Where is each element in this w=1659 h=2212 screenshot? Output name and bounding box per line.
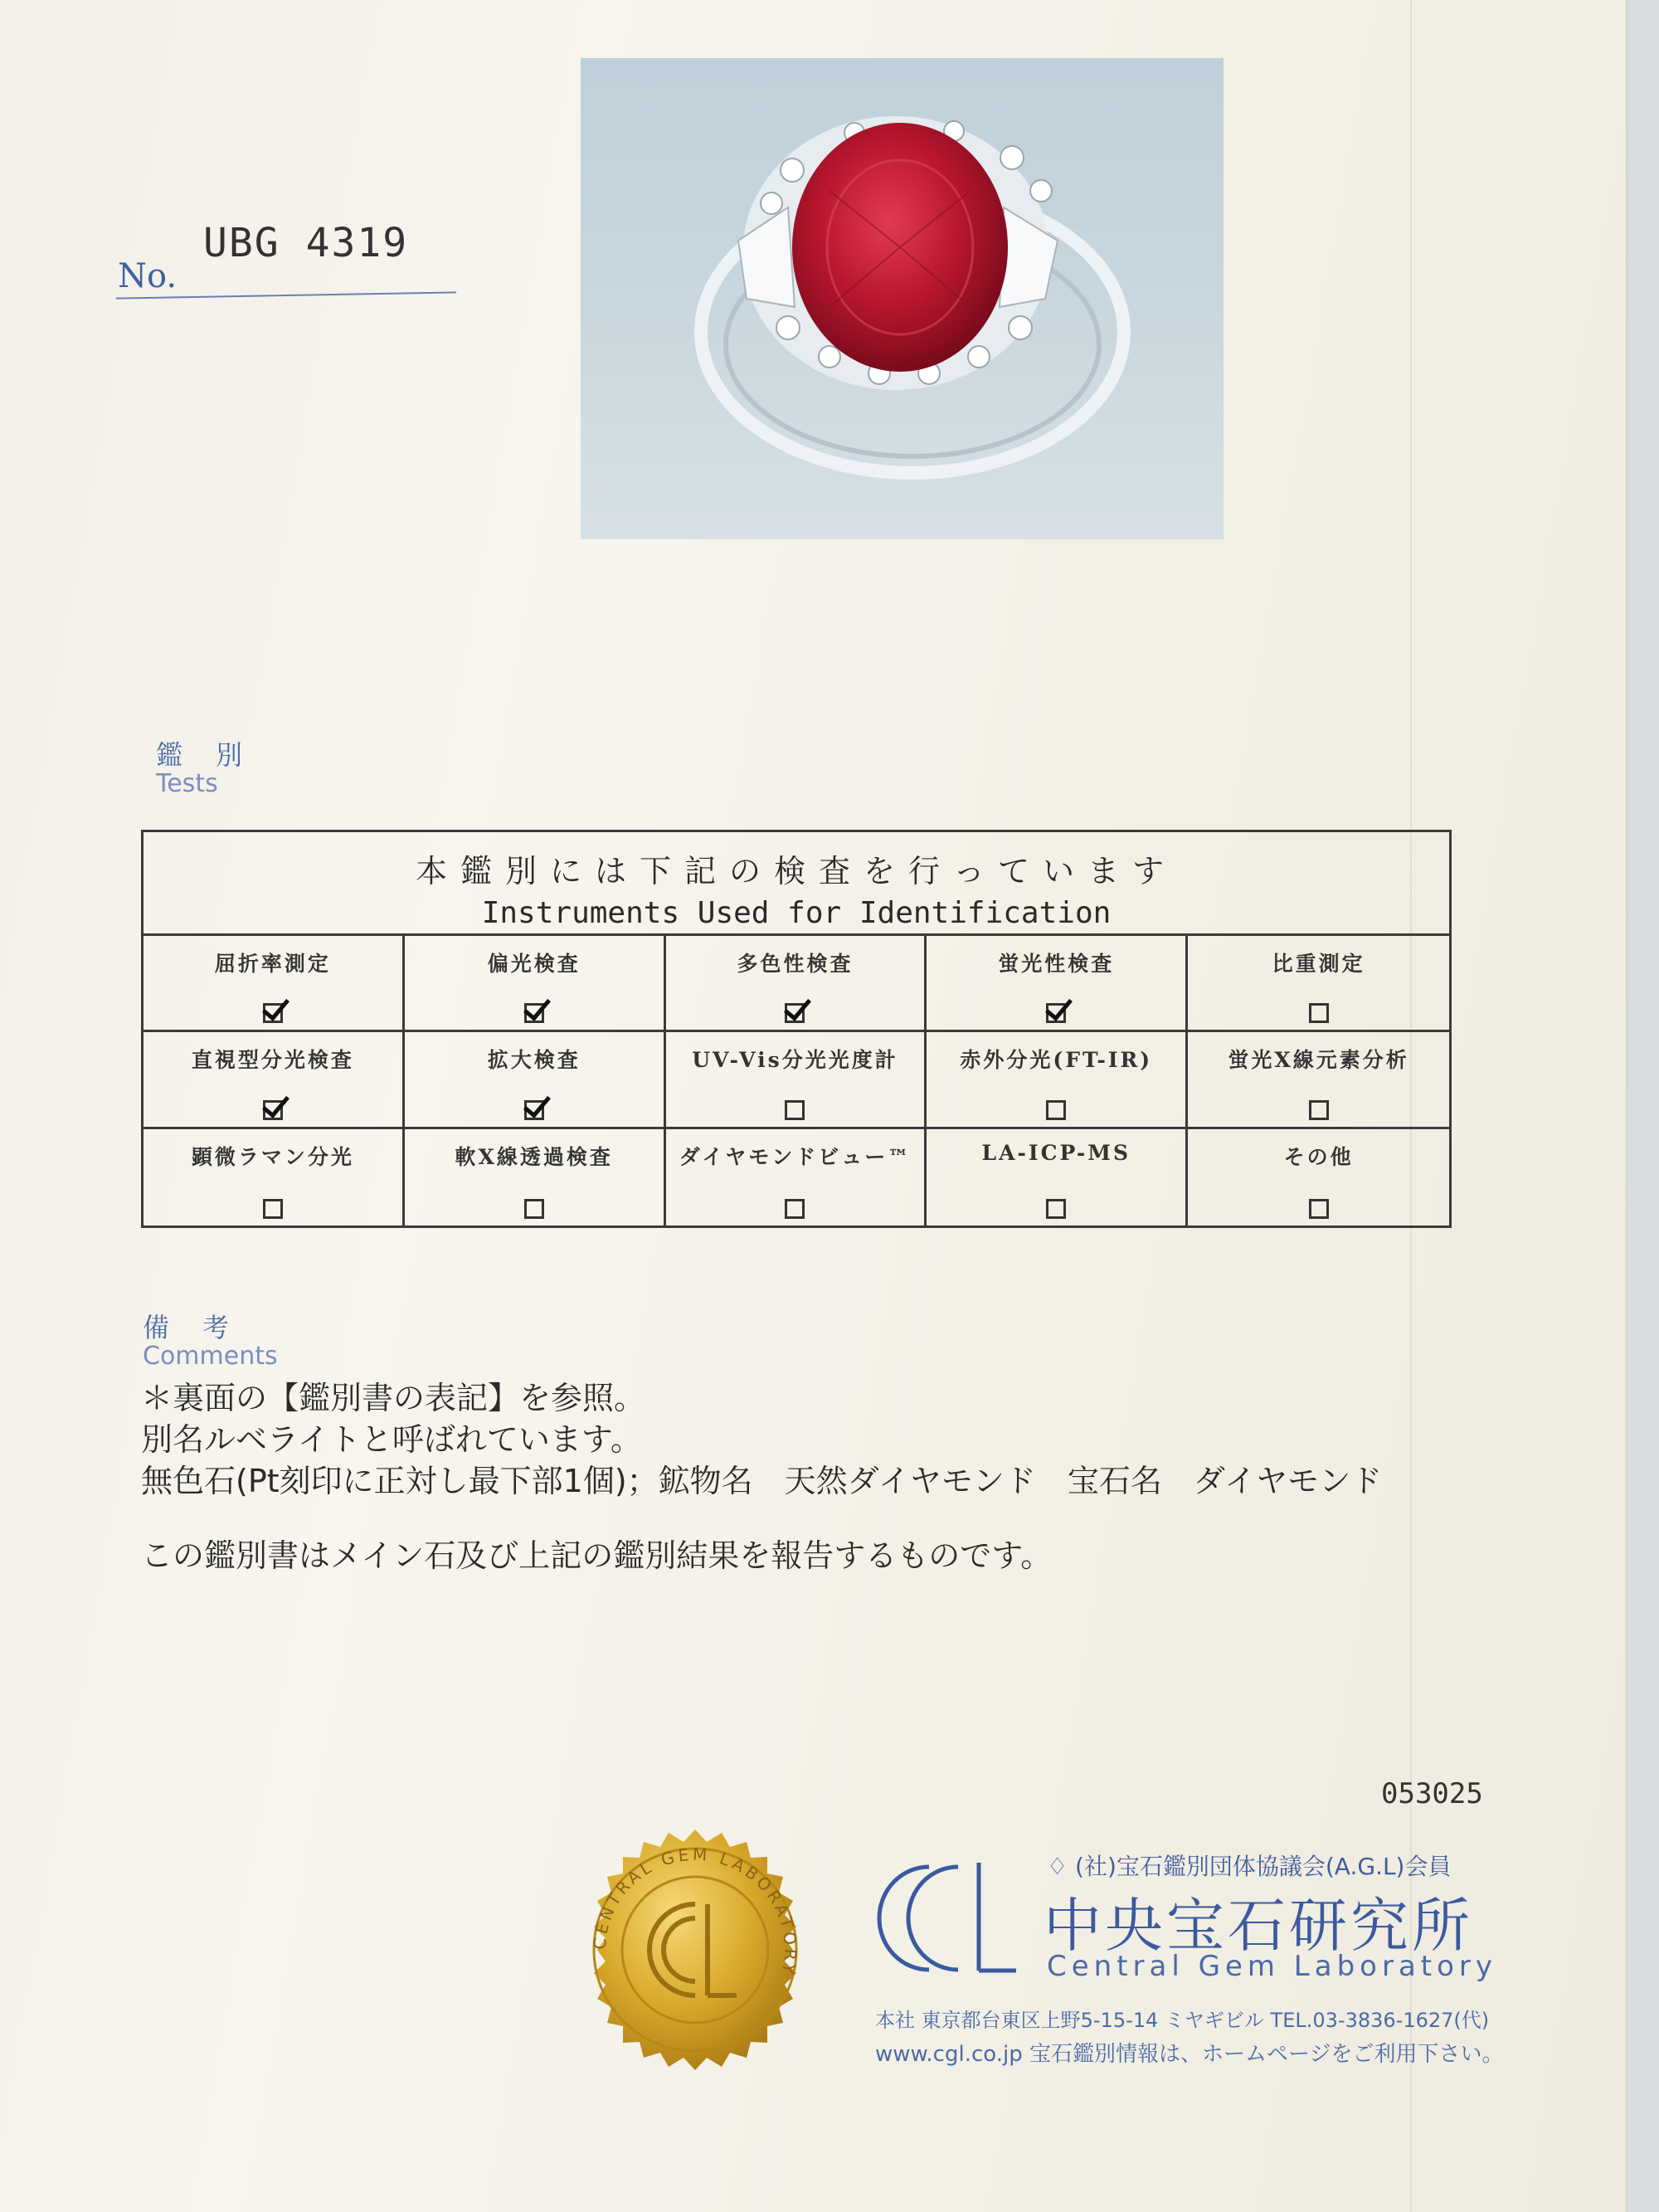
- instrument-cell: [405, 1129, 666, 1225]
- instrument-cell: [405, 936, 666, 1032]
- comments-body: [141, 1377, 1468, 1576]
- empty-checkbox: [524, 1199, 544, 1219]
- document-code: 053025: [1381, 1777, 1483, 1810]
- tests-label-jp: 鑑別: [156, 739, 276, 771]
- instrument-label: 比重測定: [1272, 952, 1365, 976]
- gemstone-ring-photo: [581, 58, 1224, 539]
- checked-checkbox: [524, 1003, 544, 1023]
- lab-name-jp: 中央宝石研究所: [1044, 1892, 1473, 1960]
- instrument-cell: [405, 1032, 666, 1128]
- comment-line: ＊裏面の【鑑別書の表記】を参照。: [141, 1380, 646, 1416]
- lab-address: 本社 東京都台東区上野5-15-14 ミヤギビル TEL.03-3836-1627(代): [875, 2009, 1490, 2032]
- comments-section-label: [143, 1307, 278, 1371]
- certificate-number-label: No.: [118, 257, 178, 295]
- instrument-cell: [927, 1129, 1188, 1225]
- empty-checkbox: [785, 1199, 805, 1219]
- background-edge: [1627, 0, 1659, 2212]
- instrument-label: 直視型分光検査: [191, 1048, 354, 1073]
- instrument-cell: [1188, 1032, 1449, 1128]
- certificate-number-value: UBG 4319: [203, 220, 409, 266]
- instruments-table-header: [144, 832, 1449, 936]
- instrument-cell: [1188, 936, 1449, 1032]
- empty-checkbox: [1309, 1003, 1329, 1023]
- instrument-label: LA-ICP-MS: [981, 1140, 1131, 1165]
- empty-checkbox: [1309, 1100, 1329, 1120]
- empty-checkbox: [1309, 1199, 1329, 1219]
- gold-seal: [571, 1825, 820, 2074]
- checked-checkbox: [524, 1100, 544, 1120]
- comment-line: 無色石(Pt刻印に正対し最下部1個)；鉱物名 天然ダイヤモンド 宝石名 ダイヤモンド: [141, 1463, 1383, 1499]
- empty-checkbox: [263, 1199, 283, 1219]
- empty-checkbox: [1046, 1100, 1066, 1120]
- instrument-label: 拡大検査: [487, 1048, 581, 1073]
- instrument-cell: [666, 936, 927, 1032]
- instruments-table: [141, 830, 1452, 1228]
- instruments-header-en: Instruments Used for Identification: [481, 896, 1112, 930]
- instrument-label: 赤外分光(FT-IR): [960, 1048, 1153, 1073]
- cgl-logo-mark: [871, 1850, 1024, 1983]
- association-text: (社)宝石鑑別団体協議会(A.G.L)会員: [1075, 1853, 1452, 1880]
- instrument-cell: [666, 1129, 927, 1225]
- instrument-label: ダイヤモンドビュー™: [679, 1144, 912, 1169]
- instrument-label: 蛍光X線元素分析: [1228, 1048, 1409, 1073]
- checked-checkbox: [785, 1003, 805, 1023]
- instrument-cell: [144, 936, 405, 1032]
- instrument-label: 蛍光性検査: [998, 952, 1115, 976]
- comments-label-jp: 備考: [143, 1312, 263, 1343]
- lab-website: www.cgl.co.jp 宝石鑑別情報は、ホームページをご利用下さい。: [875, 2042, 1504, 2067]
- checked-checkbox: [263, 1003, 283, 1023]
- instrument-cell: [1188, 1129, 1449, 1225]
- instrument-label: UV-Vis分光光度計: [692, 1048, 898, 1073]
- diamond-icon: ♢: [1047, 1853, 1068, 1880]
- lab-name-en: Central Gem Laboratory: [1047, 1950, 1498, 1983]
- comment-line: 別名ルベライトと呼ばれています。: [141, 1421, 642, 1458]
- svg-text:CENTRAL GEM LABORATORY: CENTRAL GEM LABORATORY: [589, 1844, 801, 1980]
- tests-label-en: Tests: [156, 769, 218, 798]
- empty-checkbox: [1046, 1199, 1066, 1219]
- instrument-label: 多色性検査: [737, 952, 854, 976]
- seal-graphic: [571, 1825, 820, 2074]
- ring-illustration: [581, 58, 1224, 539]
- instrument-label: 屈折率測定: [214, 952, 331, 976]
- instrument-label: 軟X線透過検査: [455, 1144, 613, 1169]
- checked-checkbox: [263, 1100, 283, 1120]
- instrument-cell: [927, 1032, 1188, 1128]
- empty-checkbox: [785, 1100, 805, 1120]
- checked-checkbox: [1046, 1003, 1066, 1023]
- instruments-header-jp: 本鑑別には下記の検査を行っています: [415, 853, 1177, 889]
- instrument-cell: [144, 1129, 405, 1225]
- instrument-label: その他: [1283, 1144, 1354, 1169]
- instrument-label: 偏光検査: [487, 952, 581, 976]
- comment-footer-line: この鑑別書はメイン石及び上記の鑑別結果を報告するものです。: [141, 1537, 1053, 1574]
- instrument-cell: [144, 1032, 405, 1128]
- cgl-logo: [871, 1850, 1024, 1983]
- instruments-grid: [144, 936, 1449, 1225]
- comments-label-en: Comments: [143, 1342, 278, 1371]
- tests-section-label: [156, 734, 275, 798]
- association-membership: [1047, 1849, 1451, 1882]
- instrument-cell: [666, 1032, 927, 1128]
- instrument-cell: [927, 936, 1188, 1032]
- instrument-label: 顕微ラマン分光: [191, 1144, 354, 1169]
